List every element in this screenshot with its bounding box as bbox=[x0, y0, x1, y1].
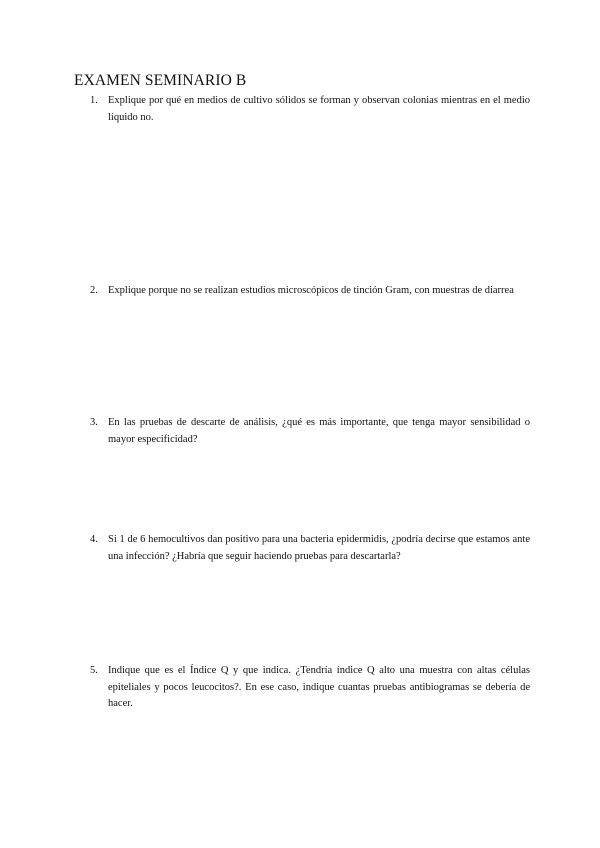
question-number: 5. bbox=[90, 665, 98, 676]
question-text: Explique porque no se realizan estudios microscópicos de tinción Gram, con muestras de diarrea bbox=[108, 285, 514, 296]
question-text: Si 1 de 6 hemocultivos dan positivo para una bacteria epidermidis, ¿podría decirse que estamos ante una infección? ¿Habría que seguir haciendo pruebas para descartarla? bbox=[108, 534, 530, 562]
question-text: Indique que es el Índice Q y que indica. ¿Tendría índice Q alto una muestra con altas células epiteliales y pocos leucocitos?. En ese caso, indique cuantas pruebas antibiogramas se debería de hacer. bbox=[108, 665, 530, 709]
question-item bbox=[90, 283, 530, 300]
question-number: 3. bbox=[90, 417, 98, 428]
question-text: En las pruebas de descarte de análisis, ¿qué es más importante, que tenga mayor sensibilidad o mayor especificidad? bbox=[108, 417, 530, 445]
question-number: 2. bbox=[90, 285, 98, 296]
page-title: EXAMEN SEMINARIO B bbox=[74, 72, 247, 89]
question-number: 1. bbox=[90, 95, 98, 106]
question-item bbox=[90, 532, 530, 565]
question-item bbox=[90, 663, 530, 713]
question-item bbox=[90, 93, 530, 126]
question-item bbox=[90, 415, 530, 448]
question-text: Explique por qué en medios de cultivo sólidos se forman y observan colonias mientras en el medio líquido no. bbox=[108, 95, 530, 123]
question-number: 4. bbox=[90, 534, 98, 545]
